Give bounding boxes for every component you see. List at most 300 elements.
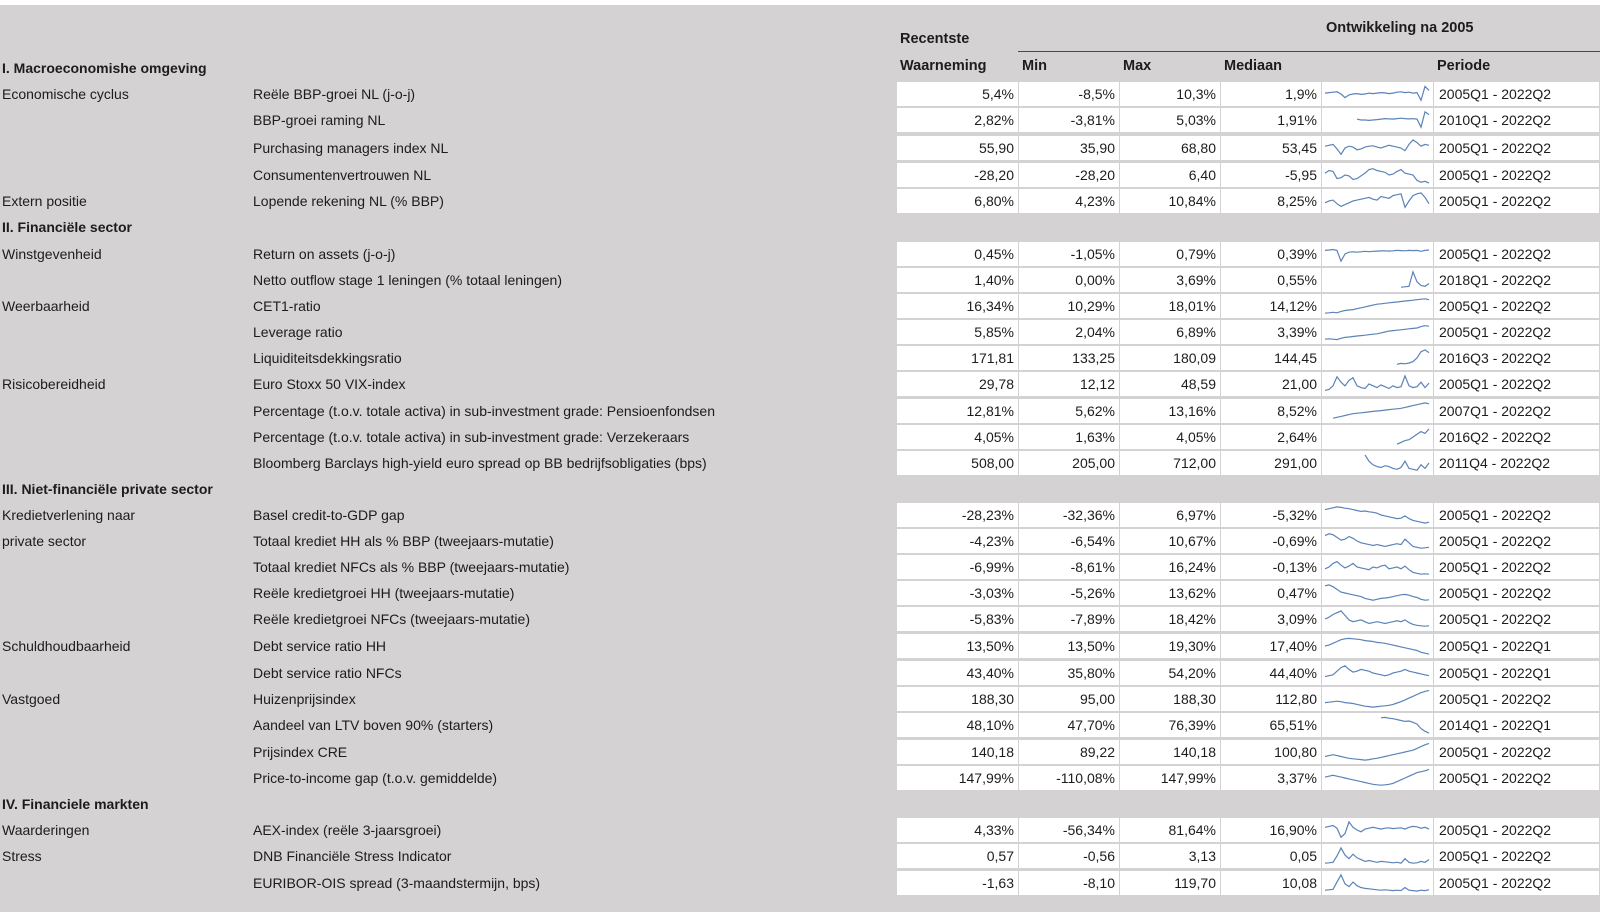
period-value: 2005Q1 - 2022Q2 — [1434, 242, 1600, 266]
median-value: 0,55% — [1221, 268, 1322, 292]
indicator-label: Prijsindex CRE — [253, 744, 348, 760]
recent-value: 4,05% — [897, 425, 1019, 449]
indicator-label: Purchasing managers index NL — [253, 140, 449, 156]
sparkline — [1322, 294, 1432, 318]
max-value: 16,24% — [1120, 555, 1221, 579]
max-value: 48,59 — [1120, 372, 1221, 396]
median-value: 21,00 — [1221, 372, 1322, 396]
median-value: 3,09% — [1221, 607, 1322, 631]
sparkline-line — [1325, 250, 1429, 262]
table-row — [0, 687, 1600, 711]
recent-value: -4,23% — [897, 529, 1019, 553]
sparkline-line — [1365, 455, 1429, 470]
max-value: 13,16% — [1120, 399, 1221, 423]
recent-value: 0,57 — [897, 844, 1019, 868]
table-row — [0, 871, 1600, 895]
table-row — [0, 634, 1600, 658]
period-value: 2005Q1 - 2022Q1 — [1434, 634, 1600, 658]
period-value: 2016Q2 - 2022Q2 — [1434, 425, 1600, 449]
sparkline — [1322, 82, 1432, 106]
category-label: Weerbaarheid — [2, 298, 90, 314]
min-value: 0,00% — [1019, 268, 1120, 292]
indicator-label: Aandeel van LTV boven 90% (starters) — [253, 717, 494, 733]
max-value: 147,99% — [1120, 766, 1221, 790]
category-label: Risicobereidheid — [2, 376, 106, 392]
recent-value: 13,50% — [897, 634, 1019, 658]
indicator-label: EURIBOR-OIS spread (3-maandstermijn, bps) — [253, 875, 541, 891]
max-value: 5,03% — [1120, 108, 1221, 132]
group-header: Ontwikkeling na 2005 — [1326, 20, 1474, 36]
sparkline-cell — [1322, 372, 1434, 396]
min-value: 12,12 — [1019, 372, 1120, 396]
sparkline-line — [1325, 611, 1429, 626]
median-value: 0,05 — [1221, 844, 1322, 868]
indicator-label: Netto outflow stage 1 leningen (% totaal leningen) — [253, 272, 562, 288]
period-value: 2005Q1 - 2022Q2 — [1434, 82, 1600, 106]
max-value: 10,67% — [1120, 529, 1221, 553]
median-value: 112,80 — [1221, 687, 1322, 711]
sparkline — [1322, 320, 1432, 344]
period-value: 2005Q1 - 2022Q2 — [1434, 844, 1600, 868]
indicator-label: CET1-ratio — [253, 298, 321, 314]
section-header — [0, 477, 1600, 501]
median-value: -0,13% — [1221, 555, 1322, 579]
median-value: 17,40% — [1221, 634, 1322, 658]
sparkline-line — [1325, 193, 1429, 207]
median-value: 10,08 — [1221, 871, 1322, 895]
table-row — [0, 242, 1600, 266]
period-value: 2005Q1 - 2022Q2 — [1434, 294, 1600, 318]
category-label: Vastgoed — [2, 691, 61, 707]
period-value: 2005Q1 - 2022Q1 — [1434, 661, 1600, 685]
min-value: -32,36% — [1019, 503, 1120, 527]
recent-value: 140,18 — [897, 740, 1019, 764]
sparkline-line — [1325, 169, 1429, 183]
median-value: 3,37% — [1221, 766, 1322, 790]
max-value: 119,70 — [1120, 871, 1221, 895]
sparkline-cell — [1322, 713, 1434, 737]
min-value: -8,10 — [1019, 871, 1120, 895]
sparkline-line — [1325, 140, 1429, 154]
recent-value: 5,4% — [897, 82, 1019, 106]
recent-value: 2,82% — [897, 108, 1019, 132]
median-value: 291,00 — [1221, 451, 1322, 475]
median-value: 144,45 — [1221, 346, 1322, 370]
period-value: 2005Q1 - 2022Q2 — [1434, 766, 1600, 790]
table-row — [0, 740, 1600, 764]
median-value: 8,25% — [1221, 189, 1322, 213]
sparkline — [1322, 372, 1432, 396]
sparkline-cell — [1322, 242, 1434, 266]
sparkline-line — [1325, 585, 1429, 600]
period-value: 2014Q1 - 2022Q1 — [1434, 713, 1600, 737]
table-row — [0, 661, 1600, 685]
median-value: 8,52% — [1221, 399, 1322, 423]
recent-value: 508,00 — [897, 451, 1019, 475]
sparkline — [1322, 503, 1432, 527]
median-value: 14,12% — [1221, 294, 1322, 318]
period-value: 2016Q3 - 2022Q2 — [1434, 346, 1600, 370]
table-row — [0, 163, 1600, 187]
sparkline-cell — [1322, 399, 1434, 423]
category-label: Kredietverlening naar — [2, 507, 136, 523]
min-value: -0,56 — [1019, 844, 1120, 868]
table-row — [0, 555, 1600, 579]
table-row — [0, 294, 1600, 318]
recent-value: 29,78 — [897, 372, 1019, 396]
median-value: 44,40% — [1221, 661, 1322, 685]
table-row — [0, 529, 1600, 553]
indicator-label: Huizenprijsindex — [253, 691, 356, 707]
indicator-label: Reële kredietgroei HH (tweejaars-mutatie) — [253, 585, 515, 601]
recent-value: 55,90 — [897, 136, 1019, 160]
table-row — [0, 346, 1600, 370]
period-value: 2005Q1 - 2022Q2 — [1434, 503, 1600, 527]
period-value: 2018Q1 - 2022Q2 — [1434, 268, 1600, 292]
category-label: Schuldhoudbaarheid — [2, 638, 131, 654]
period-value: 2005Q1 - 2022Q2 — [1434, 372, 1600, 396]
min-value: -7,89% — [1019, 607, 1120, 631]
table-row — [0, 372, 1600, 396]
table-row — [0, 82, 1600, 106]
section-header — [0, 56, 1600, 80]
max-value: 10,84% — [1120, 189, 1221, 213]
category-label: Stress — [2, 848, 42, 864]
section-title: I. Macroeconomishe omgeving — [2, 60, 207, 76]
sparkline-line — [1397, 350, 1429, 364]
sparkline-cell — [1322, 503, 1434, 527]
sparkline-cell — [1322, 661, 1434, 685]
recent-value: 48,10% — [897, 713, 1019, 737]
period-value: 2005Q1 - 2022Q2 — [1434, 163, 1600, 187]
category-label: Economische cyclus — [2, 86, 129, 102]
recent-value: 6,80% — [897, 189, 1019, 213]
indicator-label: Debt service ratio HH — [253, 638, 387, 654]
max-value: 712,00 — [1120, 451, 1221, 475]
recent-value: -5,83% — [897, 607, 1019, 631]
sparkline-line — [1333, 403, 1429, 418]
recent-value: 4,33% — [897, 818, 1019, 842]
max-value: 54,20% — [1120, 661, 1221, 685]
period-value: 2005Q1 - 2022Q2 — [1434, 555, 1600, 579]
period-value: 2005Q1 - 2022Q2 — [1434, 607, 1600, 631]
sparkline — [1322, 634, 1432, 658]
sparkline — [1322, 136, 1432, 160]
period-value: 2007Q1 - 2022Q2 — [1434, 399, 1600, 423]
max-value: 13,62% — [1120, 581, 1221, 605]
sparkline — [1322, 766, 1432, 790]
sparkline — [1322, 740, 1432, 764]
sparkline — [1322, 108, 1432, 132]
recent-value: 5,85% — [897, 320, 1019, 344]
period-value: 2005Q1 - 2022Q2 — [1434, 818, 1600, 842]
sparkline — [1322, 818, 1432, 842]
median-value: 53,45 — [1221, 136, 1322, 160]
min-value: 133,25 — [1019, 346, 1120, 370]
max-value: 6,89% — [1120, 320, 1221, 344]
sparkline-line — [1325, 299, 1429, 313]
sparkline — [1322, 661, 1432, 685]
median-value: -5,32% — [1221, 503, 1322, 527]
max-value: 140,18 — [1120, 740, 1221, 764]
section-title: II. Financiële sector — [2, 219, 132, 235]
table-row — [0, 607, 1600, 631]
sparkline-cell — [1322, 766, 1434, 790]
sparkline — [1322, 844, 1432, 868]
max-value: 81,64% — [1120, 818, 1221, 842]
sparkline — [1322, 242, 1432, 266]
period-value: 2005Q1 - 2022Q2 — [1434, 740, 1600, 764]
sparkline-cell — [1322, 634, 1434, 658]
sparkline-line — [1325, 562, 1429, 575]
period-value: 2005Q1 - 2022Q2 — [1434, 529, 1600, 553]
sparkline — [1322, 529, 1432, 553]
min-value: 95,00 — [1019, 687, 1120, 711]
table-row — [0, 108, 1600, 132]
sparkline-line — [1325, 507, 1429, 523]
header-recent-line1: Recentste — [900, 31, 970, 47]
indicator-label: Price-to-income gap (t.o.v. gemiddelde) — [253, 770, 498, 786]
sparkline — [1322, 268, 1432, 292]
min-value: 89,22 — [1019, 740, 1120, 764]
indicator-label: Bloomberg Barclays high-yield euro spread op BB bedrijfsobligaties (bps) — [253, 455, 707, 471]
recent-value: 147,99% — [897, 766, 1019, 790]
section-header — [0, 215, 1600, 239]
indicator-label: Totaal krediet NFCs als % BBP (tweejaars-mutatie) — [253, 559, 570, 575]
max-value: 68,80 — [1120, 136, 1221, 160]
header-max: Max — [1123, 58, 1152, 74]
recent-value: -6,99% — [897, 555, 1019, 579]
min-value: 10,29% — [1019, 294, 1120, 318]
period-value: 2010Q1 - 2022Q2 — [1434, 108, 1600, 132]
sparkline-line — [1325, 848, 1429, 863]
indicator-label: Reële kredietgroei NFCs (tweejaars-mutatie) — [253, 611, 530, 627]
period-value: 2005Q1 - 2022Q2 — [1434, 871, 1600, 895]
sparkline — [1322, 163, 1432, 187]
sparkline-line — [1325, 666, 1429, 677]
indicator-label: Totaal krediet HH als % BBP (tweejaars-mutatie) — [253, 533, 554, 549]
max-value: 188,30 — [1120, 687, 1221, 711]
sparkline-cell — [1322, 871, 1434, 895]
max-value: 6,40 — [1120, 163, 1221, 187]
max-value: 19,30% — [1120, 634, 1221, 658]
header-period: Periode — [1437, 58, 1491, 74]
recent-value: -28,23% — [897, 503, 1019, 527]
table-row — [0, 320, 1600, 344]
table-row — [0, 136, 1600, 160]
median-value: 1,9% — [1221, 82, 1322, 106]
median-value: 3,39% — [1221, 320, 1322, 344]
sparkline-cell — [1322, 818, 1434, 842]
sparkline-line — [1325, 86, 1429, 100]
median-value: 2,64% — [1221, 425, 1322, 449]
min-value: 35,90 — [1019, 136, 1120, 160]
indicator-label: Euro Stoxx 50 VIX-index — [253, 376, 406, 392]
sparkline-line — [1325, 534, 1429, 548]
category-label: private sector — [2, 533, 87, 549]
section-header — [0, 792, 1600, 816]
min-value: 35,80% — [1019, 661, 1120, 685]
period-value: 2011Q4 - 2022Q2 — [1434, 451, 1600, 475]
sparkline-cell — [1322, 529, 1434, 553]
category-label: Extern positie — [2, 193, 87, 209]
sparkline — [1322, 399, 1432, 423]
recent-value: 43,40% — [897, 661, 1019, 685]
sparkline-line — [1325, 326, 1429, 340]
recent-value: -1,63 — [897, 871, 1019, 895]
indicator-label: Basel credit-to-GDP gap — [253, 507, 405, 523]
sparkline-line — [1381, 717, 1429, 733]
sparkline — [1322, 687, 1432, 711]
sparkline-cell — [1322, 581, 1434, 605]
min-value: 2,04% — [1019, 320, 1120, 344]
table-row — [0, 425, 1600, 449]
sparkline — [1322, 555, 1432, 579]
min-value: -110,08% — [1019, 766, 1120, 790]
sparkline-cell — [1322, 607, 1434, 631]
sparkline — [1322, 189, 1432, 213]
indicator-label: AEX-index (reële 3-jaarsgroei) — [253, 822, 442, 838]
min-value: -5,26% — [1019, 581, 1120, 605]
table-row — [0, 268, 1600, 292]
sparkline — [1322, 425, 1432, 449]
sparkline-cell — [1322, 451, 1434, 475]
max-value: 3,13 — [1120, 844, 1221, 868]
section-title: IV. Financiele markten — [2, 796, 149, 812]
sparkline-line — [1357, 112, 1429, 127]
table-row — [0, 818, 1600, 842]
sparkline — [1322, 713, 1432, 737]
sparkline-line — [1325, 822, 1429, 837]
min-value: 4,23% — [1019, 189, 1120, 213]
indicator-label: Consumentenvertrouwen NL — [253, 167, 432, 183]
max-value: 4,05% — [1120, 425, 1221, 449]
sparkline-cell — [1322, 294, 1434, 318]
sparkline-cell — [1322, 189, 1434, 213]
sparkline-line — [1325, 690, 1429, 707]
max-value: 6,97% — [1120, 503, 1221, 527]
indicator-label: Leverage ratio — [253, 324, 343, 340]
sparkline — [1322, 581, 1432, 605]
header-median: Mediaan — [1224, 58, 1283, 74]
indicator-label: Return on assets (j-o-j) — [253, 246, 396, 262]
sparkline-cell — [1322, 844, 1434, 868]
min-value: 47,70% — [1019, 713, 1120, 737]
recent-value: 12,81% — [897, 399, 1019, 423]
min-value: -28,20 — [1019, 163, 1120, 187]
table-row — [0, 503, 1600, 527]
period-value: 2005Q1 - 2022Q2 — [1434, 581, 1600, 605]
median-value: 65,51% — [1221, 713, 1322, 737]
max-value: 10,3% — [1120, 82, 1221, 106]
recent-value: 188,30 — [897, 687, 1019, 711]
recent-value: -28,20 — [897, 163, 1019, 187]
sparkline — [1322, 451, 1432, 475]
min-value: 1,63% — [1019, 425, 1120, 449]
median-value: 16,90% — [1221, 818, 1322, 842]
sparkline-cell — [1322, 136, 1434, 160]
period-value: 2005Q1 - 2022Q2 — [1434, 687, 1600, 711]
sparkline — [1322, 607, 1432, 631]
sparkline-cell — [1322, 268, 1434, 292]
indicator-label: Reële BBP-groei NL (j-o-j) — [253, 86, 416, 102]
max-value: 3,69% — [1120, 268, 1221, 292]
period-value: 2005Q1 - 2022Q2 — [1434, 320, 1600, 344]
indicator-label: Liquiditeitsdekkingsratio — [253, 350, 402, 366]
indicator-label: DNB Financiële Stress Indicator — [253, 848, 452, 864]
indicator-label: Percentage (t.o.v. totale activa) in sub-investment grade: Verzekeraars — [253, 429, 690, 445]
sparkline-cell — [1322, 82, 1434, 106]
max-value: 76,39% — [1120, 713, 1221, 737]
recent-value: -3,03% — [897, 581, 1019, 605]
period-value: 2005Q1 - 2022Q2 — [1434, 136, 1600, 160]
median-value: 0,47% — [1221, 581, 1322, 605]
sparkline-cell — [1322, 555, 1434, 579]
min-value: 5,62% — [1019, 399, 1120, 423]
median-value: -0,69% — [1221, 529, 1322, 553]
sparkline-line — [1325, 875, 1429, 891]
min-value: -1,05% — [1019, 242, 1120, 266]
sparkline-cell — [1322, 320, 1434, 344]
median-value: 0,39% — [1221, 242, 1322, 266]
min-value: -56,34% — [1019, 818, 1120, 842]
sparkline-line — [1325, 769, 1429, 785]
recent-value: 16,34% — [897, 294, 1019, 318]
table-row — [0, 399, 1600, 423]
sparkline-line — [1325, 638, 1429, 654]
table-row — [0, 581, 1600, 605]
min-value: -6,54% — [1019, 529, 1120, 553]
max-value: 18,01% — [1120, 294, 1221, 318]
header-recent-line2: Waarneming — [900, 58, 987, 74]
sparkline-line — [1397, 429, 1429, 444]
indicator-label: Debt service ratio NFCs — [253, 665, 402, 681]
table-row — [0, 713, 1600, 737]
recent-value: 171,81 — [897, 346, 1019, 370]
category-label: Winstgevenheid — [2, 246, 102, 262]
median-value: 100,80 — [1221, 740, 1322, 764]
min-value: 205,00 — [1019, 451, 1120, 475]
sparkline-line — [1325, 376, 1429, 390]
sparkline-cell — [1322, 740, 1434, 764]
min-value: -3,81% — [1019, 108, 1120, 132]
max-value: 0,79% — [1120, 242, 1221, 266]
section-title: III. Niet-financiële private sector — [2, 481, 213, 497]
sparkline-cell — [1322, 163, 1434, 187]
median-value: 1,91% — [1221, 108, 1322, 132]
median-value: -5,95 — [1221, 163, 1322, 187]
min-value: -8,61% — [1019, 555, 1120, 579]
sparkline-line — [1401, 272, 1429, 287]
recent-value: 1,40% — [897, 268, 1019, 292]
min-value: 13,50% — [1019, 634, 1120, 658]
header-min: Min — [1022, 58, 1047, 74]
recent-value: 0,45% — [897, 242, 1019, 266]
max-value: 18,42% — [1120, 607, 1221, 631]
indicator-label: Percentage (t.o.v. totale activa) in sub-investment grade: Pensioenfondsen — [253, 403, 716, 419]
sparkline-cell — [1322, 346, 1434, 370]
sparkline-cell — [1322, 687, 1434, 711]
table-row — [0, 766, 1600, 790]
max-value: 180,09 — [1120, 346, 1221, 370]
sparkline — [1322, 346, 1432, 370]
period-value: 2005Q1 - 2022Q2 — [1434, 189, 1600, 213]
table-row — [0, 451, 1600, 475]
sparkline-cell — [1322, 425, 1434, 449]
table-row — [0, 189, 1600, 213]
sparkline-cell — [1322, 108, 1434, 132]
sparkline-line — [1325, 743, 1429, 760]
